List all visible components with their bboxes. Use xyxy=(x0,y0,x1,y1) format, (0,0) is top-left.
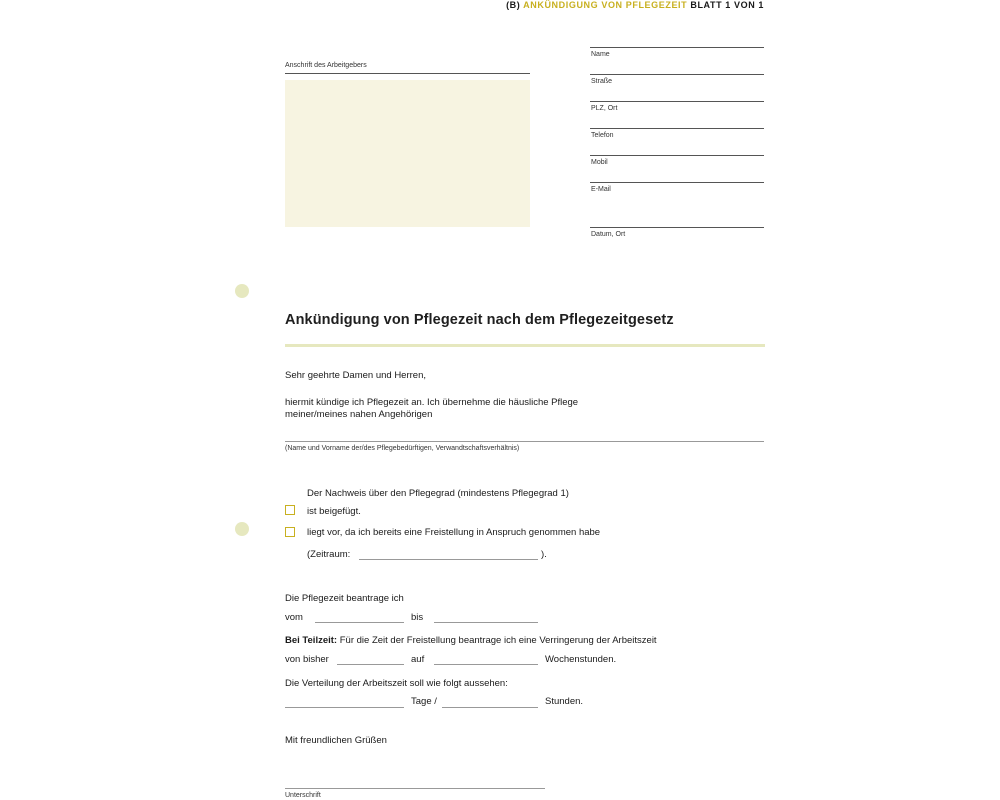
from-label: vom xyxy=(285,612,303,623)
new-hours-field[interactable] xyxy=(434,664,538,665)
sender-street-label: Straße xyxy=(591,78,613,85)
sender-mobile-label: Mobil xyxy=(591,159,608,166)
sender-email-label: E-Mail xyxy=(591,186,611,193)
proof-attached-checkbox[interactable] xyxy=(285,505,295,515)
parttime-text: Für die Zeit der Freistellung beantrage ich eine Verringerung der Arbeitszeit xyxy=(339,635,657,646)
sender-phone-field[interactable] xyxy=(590,155,764,156)
header-title: ANKÜNDIGUNG VON PFLEGEZEIT xyxy=(523,0,688,10)
from-date-field[interactable] xyxy=(315,622,404,623)
employer-address-field[interactable] xyxy=(285,80,530,227)
signature-field[interactable] xyxy=(285,788,545,789)
hours-field[interactable] xyxy=(442,707,538,708)
letter-title: Ankündigung von Pflegezeit nach dem Pflegezeitgesetz xyxy=(285,312,674,328)
intro-line-2: meiner/meines nahen Angehörigen xyxy=(285,409,433,420)
period-field[interactable] xyxy=(359,559,538,560)
proof-intro: Der Nachweis über den Pflegegrad (mindestens Pflegegrad 1) xyxy=(307,488,569,499)
weekly-hours-label: Wochenstunden. xyxy=(545,654,617,665)
distribution-text: Die Verteilung der Arbeitszeit soll wie folgt aussehen: xyxy=(285,678,508,689)
sender-phone-label: Telefon xyxy=(591,132,614,139)
employer-address-label: Anschrift des Arbeitgebers xyxy=(285,62,367,69)
period-open-label: (Zeitraum: xyxy=(307,549,351,560)
parttime-line xyxy=(285,635,657,646)
date-place-label: Datum, Ort xyxy=(591,231,626,238)
to-label: bis xyxy=(411,612,424,623)
title-underline xyxy=(285,344,765,347)
sheet-header xyxy=(506,0,764,10)
to-date-field[interactable] xyxy=(434,622,538,623)
days-field[interactable] xyxy=(285,707,404,708)
relative-name-caption: (Name und Vorname der/des Pflegebedürftigen, Verwandtschaftsverhältnis) xyxy=(285,445,520,452)
employer-label-rule xyxy=(285,73,530,74)
hours-label: Stunden. xyxy=(545,696,584,707)
sender-name-field[interactable] xyxy=(590,74,764,75)
period-close-label: ). xyxy=(541,549,547,560)
new-hours-label: auf xyxy=(411,654,425,665)
closing: Mit freundlichen Grüßen xyxy=(285,735,387,746)
sender-top-rule xyxy=(590,47,764,48)
proof-available-checkbox[interactable] xyxy=(285,527,295,537)
intro-line-1: hiermit kündige ich Pflegezeit an. Ich übernehme die häusliche Pflege xyxy=(285,397,579,408)
proof-attached-label: ist beigefügt. xyxy=(307,506,361,517)
sender-name-label: Name xyxy=(591,51,610,58)
parttime-heading: Bei Teilzeit: xyxy=(285,635,338,646)
punch-mark-top xyxy=(235,284,249,298)
previous-hours-field[interactable] xyxy=(337,664,404,665)
request-intro: Die Pflegezeit beantrage ich xyxy=(285,593,404,604)
date-place-field[interactable] xyxy=(590,227,764,228)
sender-mobile-field[interactable] xyxy=(590,182,764,183)
punch-mark-middle xyxy=(235,522,249,536)
days-label: Tage / xyxy=(411,696,437,707)
header-page: BLATT 1 VON 1 xyxy=(690,0,764,10)
relative-name-field[interactable] xyxy=(285,441,764,442)
sender-street-field[interactable] xyxy=(590,101,764,102)
signature-label: Unterschrift xyxy=(285,792,321,799)
sender-postcode-field[interactable] xyxy=(590,128,764,129)
previous-hours-label: von bisher xyxy=(285,654,329,665)
sender-postcode-label: PLZ, Ort xyxy=(591,105,618,112)
salutation: Sehr geehrte Damen und Herren, xyxy=(285,370,426,381)
header-tag: (B) xyxy=(506,0,521,10)
proof-available-label: liegt vor, da ich bereits eine Freistellung in Anspruch genommen habe xyxy=(307,527,601,538)
